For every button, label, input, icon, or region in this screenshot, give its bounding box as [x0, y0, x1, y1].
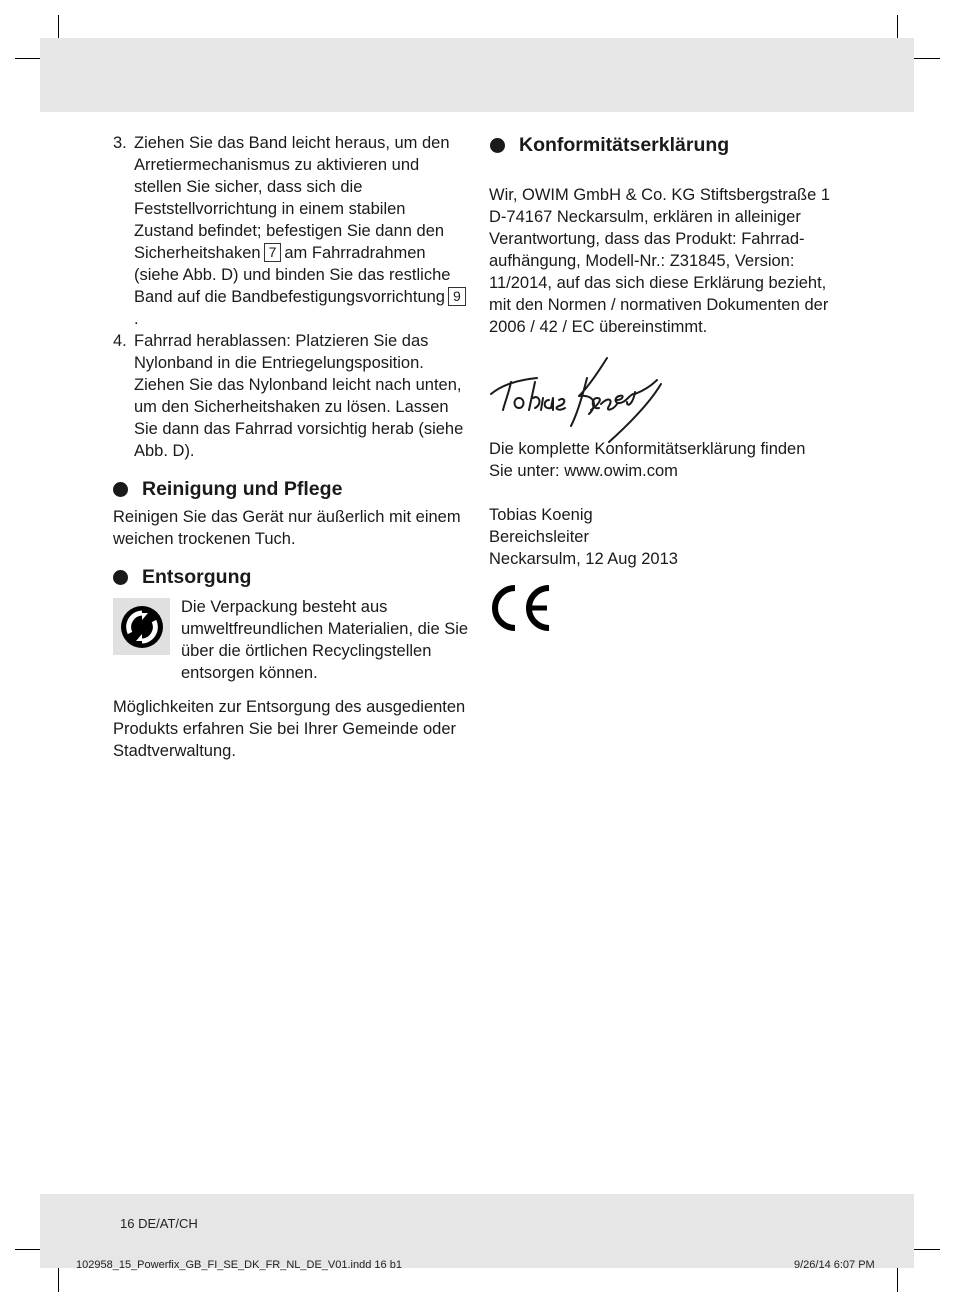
- step-number: 4.: [113, 332, 127, 350]
- page-number: 16 DE/AT/CH: [120, 1216, 198, 1231]
- signatory-name: Tobias Koenig: [489, 506, 593, 524]
- signatory-block: [489, 504, 839, 570]
- step-text: Fahrrad herablassen: Platzieren Sie das Nylonband in die Entriegelungsposition. Ziehen Sie das Nylonband leicht nach unten, um den Sicherheitshaken zu lösen. Lassen Sie dann das Fahrrad vorsichtig herab (siehe Abb. D).: [134, 332, 464, 460]
- print-slug-file: 102958_15_Powerfix_GB_FI_SE_DK_FR_NL_DE_V01.indd 16 b1: [76, 1259, 402, 1271]
- ce-mark-icon: [489, 584, 839, 637]
- header-band: [40, 38, 914, 112]
- green-dot-recycling-icon: [113, 598, 170, 655]
- footer-band: [40, 1194, 914, 1268]
- disposal-product-text: Möglichkeiten zur Entsorgung des ausgedienten Produkts erfahren Sie bei Ihrer Gemeinde oder Stadtverwaltung.: [113, 698, 466, 760]
- cleaning-heading: Reinigung und Pflege: [113, 476, 469, 502]
- step-text: .: [134, 310, 139, 328]
- crop-mark: [910, 58, 940, 59]
- disposal-heading: Entsorgung: [113, 564, 469, 590]
- bullet-dot-icon: [113, 570, 128, 585]
- bullet-dot-icon: [113, 482, 128, 497]
- bullet-dot-icon: [490, 138, 505, 153]
- step-text: am Fahrradrahmen (siehe Abb. D) und binden Sie das restliche Band auf die Bandbefestigungsvorrichtung: [134, 244, 451, 306]
- crop-mark: [910, 1249, 940, 1250]
- conformity-heading: Konformitätserklärung: [490, 132, 839, 158]
- signature: [489, 354, 839, 448]
- part-ref-9: 9: [448, 287, 466, 306]
- step-text: Ziehen Sie das Band leicht heraus, um den Arretiermechanismus zu aktivieren und stellen Sie sicher, dass sich die Feststellvorrichtung in einem stabilen Zustand befindet; befestigen Sie dann den Sicherheitshaken: [134, 134, 450, 262]
- left-column: [113, 132, 469, 762]
- disposal-packaging: [113, 596, 469, 684]
- instruction-steps: [113, 132, 469, 462]
- signatory-role: Bereichsleiter: [489, 528, 589, 546]
- conformity-text: Wir, OWIM GmbH & Co. KG Stiftsbergstraße 1 D-74167 Neckarsulm, erklären in alleiniger Verantwortung, dass das Produkt: Fahrrad-aufhängung, Modell-Nr.: Z31845, Version: 11/2014, auf das sich diese Erklärung bezieht, mit den Normen / normativen Dokumenten der 2006 / 42 / EC übereinstimmt.: [489, 186, 831, 336]
- disposal-packaging-text: Die Verpackung besteht aus umweltfreundlichen Materialien, die Sie über die örtlichen Recyclingstellen entsorgen können.: [181, 598, 469, 682]
- cleaning-text: Reinigen Sie das Gerät nur äußerlich mit einem weichen trockenen Tuch.: [113, 508, 461, 548]
- place-date: Neckarsulm, 12 Aug 2013: [489, 550, 678, 568]
- step-3: [113, 132, 469, 330]
- part-ref-7: 7: [264, 243, 282, 262]
- full-declaration-note: Die komplette Konformitätserklärung finden Sie unter: www.owim.com: [489, 440, 806, 480]
- print-slug-date: 9/26/14 6:07 PM: [794, 1259, 875, 1271]
- step-number: 3.: [113, 134, 127, 152]
- step-4: [113, 330, 469, 462]
- right-column: [489, 132, 839, 637]
